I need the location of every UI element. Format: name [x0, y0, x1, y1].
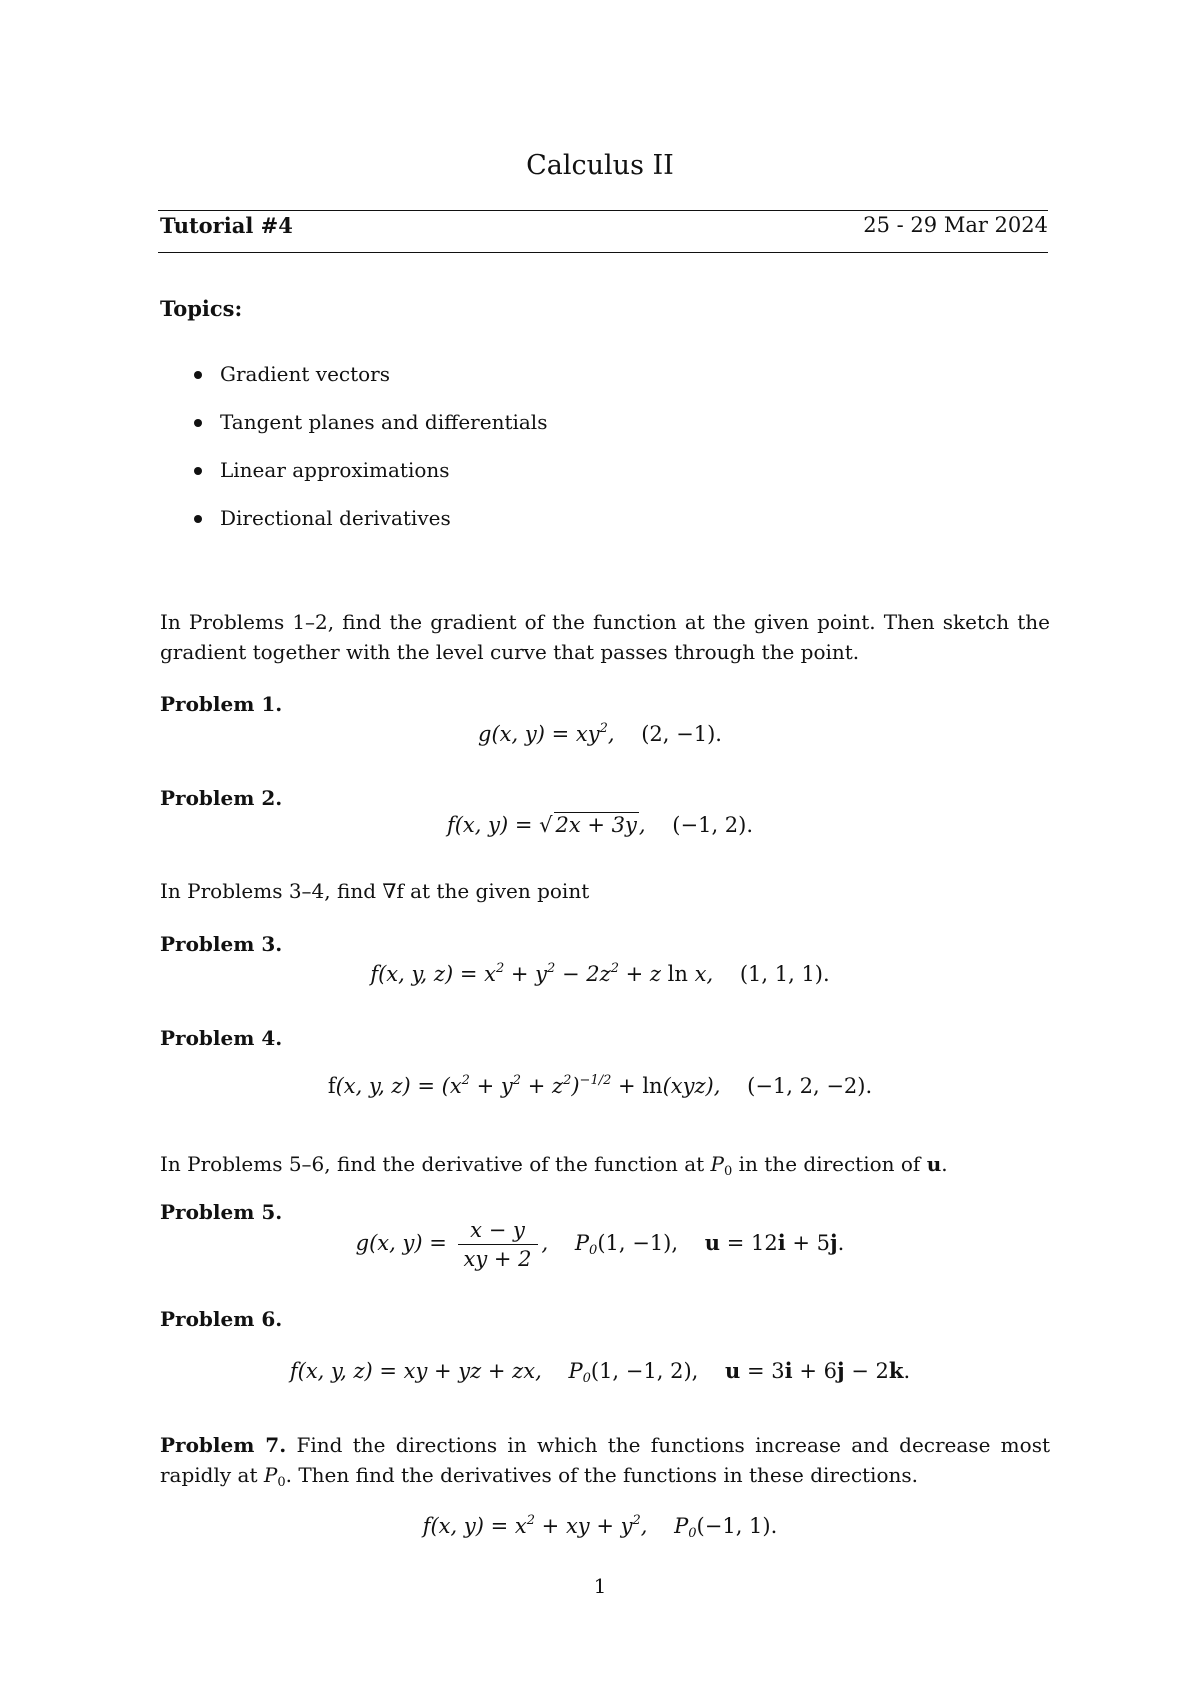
problem-2-equation: f(x, y) = √ 2x + 3y, (−1, 2). — [446, 813, 754, 837]
list-item: Gradient vectors — [160, 360, 547, 408]
intro-problems-1-2: In Problems 1–2, find the gradient of the function at the given point. Then sketch the gradient together with the level curve that passes through the point. — [160, 610, 1050, 664]
header-rule-bottom — [158, 252, 1048, 253]
problem-1-equation: g(x, $y) = xy^2$, (2, −1). — [478, 721, 722, 746]
problem-7: Problem 7. Find the directions in which the functions increase and decrease most rapidly at $P_0$. Then find the derivatives of the functions in these directions. — [160, 1433, 1050, 1490]
bullet-icon — [194, 467, 202, 475]
problem-6-equation: f(x, y, z) = xy + yz + zx, $P_0(1$, −1, 2), u = 3i + 6j − 2k. — [289, 1358, 911, 1386]
problem-6-label: Problem 6. — [160, 1307, 283, 1331]
problem-2-label: Problem 2. — [160, 786, 283, 810]
problem-3-label: Problem 3. — [160, 932, 283, 956]
header-rule-top — [158, 210, 1048, 211]
topics-heading: Topics: — [160, 296, 243, 321]
problem-5-label: Problem 5. — [160, 1200, 283, 1224]
list-item: Directional derivatives — [160, 504, 547, 552]
problem-7-label: Problem 7. — [160, 1433, 287, 1457]
problem-3-equation: f(x, y, $z) = x^2 + y^2 - 2z^2 + z$ ln x, (1, 1, 1). — [370, 961, 830, 986]
problem-4-label: Problem 4. — [160, 1026, 283, 1050]
problem-5-equation: g(x, y) = $\frac{x - y}{xy + 2}$ , $P_0(1$, −1), u = 12i + 5j. — [355, 1218, 845, 1271]
intro-problems-5-6: In Problems 5–6, find the derivative of the function at $P_0$ in the direction of u. — [160, 1152, 948, 1179]
tutorial-dates: 25 - 29 Mar 2024 — [863, 213, 1048, 237]
list-item: Linear approximations — [160, 456, 547, 504]
document-title: Calculus II — [526, 150, 674, 181]
topics-list — [160, 360, 547, 552]
page-number: 1 — [593, 1574, 607, 1598]
bullet-icon — [194, 371, 202, 379]
intro-problems-3-4: In Problems 3–4, find ∇f at the given point — [160, 879, 590, 903]
problem-7-equation: f(x, $y) = x^2$ + xy + $y^2$, $P_0(-1$, 1). — [422, 1513, 778, 1541]
bullet-icon — [194, 419, 202, 427]
tutorial-label: Tutorial #4 — [160, 213, 293, 238]
problem-4-equation: f(x, y, $z) = (x^2 + y^2 + z^2)^{-1/2} + \ln(xyz)$, (−1, 2, −2). — [327, 1073, 873, 1098]
list-item: Tangent planes and differentials — [160, 408, 547, 456]
problem-1-label: Problem 1. — [160, 692, 283, 716]
bullet-icon — [194, 515, 202, 523]
